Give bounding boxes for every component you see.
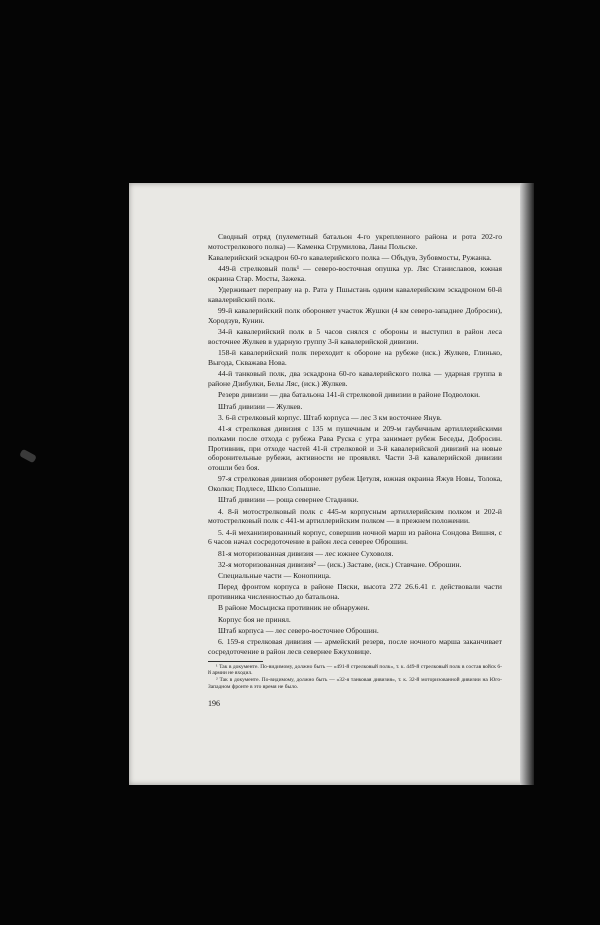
paragraph: 4. 8-й мотострелковый полк с 445-м корпусным артиллерийским полком и 202-й мотострелковый полк с 441-м артиллерийским полком — в прежнем положении.: [208, 506, 502, 526]
paragraph: 34-й кавалерийский полк в 5 часов снялся с обороны и выступил в район леса восточнее Жулкев в ударную группу 3-й кавалерийской дивизии.: [208, 327, 502, 346]
paragraph: Кавалерийский эскадрон 60-го кавалерийского полка — Объдув, Зубовмосты, Ружанка.: [208, 253, 492, 262]
paragraph: Резерв дивизии — два батальона 141-й стрелковой дивизии в районе Подволоки.: [218, 390, 481, 400]
paragraph: 158-й кавалерийский полк переходит к обороне на рубеже (иск.) Жулкев, Глинько, Выгода, Скважава Нова.: [208, 348, 502, 367]
paragraph: 41-я стрелковая дивизия с 135 м пушечным и 209-м гаубичным артиллерийскими полками после отхода с рубежа Рава Руска с утра занимает рубеж Беседы, Добросин. Противник, при отходе частей 41-й стрелковой и 3-й кавалерийской дивизий на новые оборонительные рубежи, активности не проявлял. Части 3-й кавалерийской дивизии отошли без боя.: [208, 424, 502, 472]
footnote: ² Так в документе. По-видимому, должно быть — «32-я танковая дивизия», т. к. 32-й моторизованной дивизии на Юго-Западном фронте в это время не было.: [208, 677, 502, 691]
paragraph: 3. 6-й стрелковый корпус. Штаб корпуса — лес 3 км восточнее Янув.: [218, 412, 442, 422]
footnote-rule: [208, 661, 263, 662]
paragraph: Специальные части — Конопница.: [218, 571, 331, 581]
paragraph: В районе Мосьциска противник не обнаружен.: [218, 603, 370, 613]
document-text: [208, 232, 502, 708]
page-right-edge: [520, 183, 534, 785]
paragraph: 6. 159-я стрелковая дивизия — армейский резерв, после ночного марша заканчивает сосредоточение в район лесв севернее Бжуховице.: [208, 637, 502, 657]
paragraph: 44-й танковый полк, два эскадрона 60-го кавалерийского полка — ударная группа в районе Дзибулки, Белы Ляс, (иск.) Жулкев.: [208, 369, 502, 388]
footnotes: [208, 664, 502, 691]
paragraph: Корпус боя не принял.: [218, 614, 291, 624]
paragraph: 32-я моторизованная дивизия² — (иск.) Заставе, (иск.) Ставчане. Оброшин.: [218, 559, 462, 569]
paragraph: Перед фронтом корпуса в районе Пяски, высота 272 26.6.41 г. действовали части противника численностью до батальона.: [208, 582, 502, 602]
paragraph: Удерживает переправу на р. Рата у Пшыстань одним кавалерийским эскадроном 60-й кавалерийский полк.: [208, 285, 502, 304]
paragraph: 5. 4-й механизированный корпус, совершив ночной марш из района Сондова Вишня, с 6 часов начал сосредоточение в район леса северее Оброшин.: [208, 527, 502, 547]
paragraph: 449-й стрелковый полк¹ — северо-восточная опушка ур. Ляс Станиславов, южная окраина Стар. Мосты, Зажека.: [208, 264, 502, 283]
paragraph: Штаб корпуса — лес северо-восточнее Оброшин.: [218, 626, 379, 636]
paragraph: 81-я моторизованная дивизия — лес южнее Суховоля.: [218, 548, 394, 558]
page-number: 196: [208, 698, 220, 708]
footnote: ¹ Так в документе. По-видимому, должно быть — «491-й стрелковый полк», т. к. 449-й стрелковый полк в состав войск 6-й армии не входил.: [208, 663, 502, 677]
paragraphs: [208, 232, 502, 657]
paragraph: Сводный отряд (пулеметный батальон 4-го укрепленного района и рота 202-го мотострелкового полка) — Каменка Струмилова, Ланы Польске.: [208, 232, 502, 251]
paragraph: Штаб дивизии — Жулкев.: [218, 401, 303, 411]
paragraph: Штаб дивизии — роща севернее Стадники.: [218, 495, 359, 505]
paragraph: 99-й кавалерийский полк обороняет участок Жушки (4 км северо-западнее Добросин), Хородзув, Кунин.: [208, 306, 502, 325]
scan-artifact: [19, 449, 37, 464]
paragraph: 97-я стрелковая дивизия обороняет рубеж Цетуля, южная окраина Яжув Новы, Толока, Околки; Подлесе, Шкло Солышне.: [208, 474, 502, 493]
